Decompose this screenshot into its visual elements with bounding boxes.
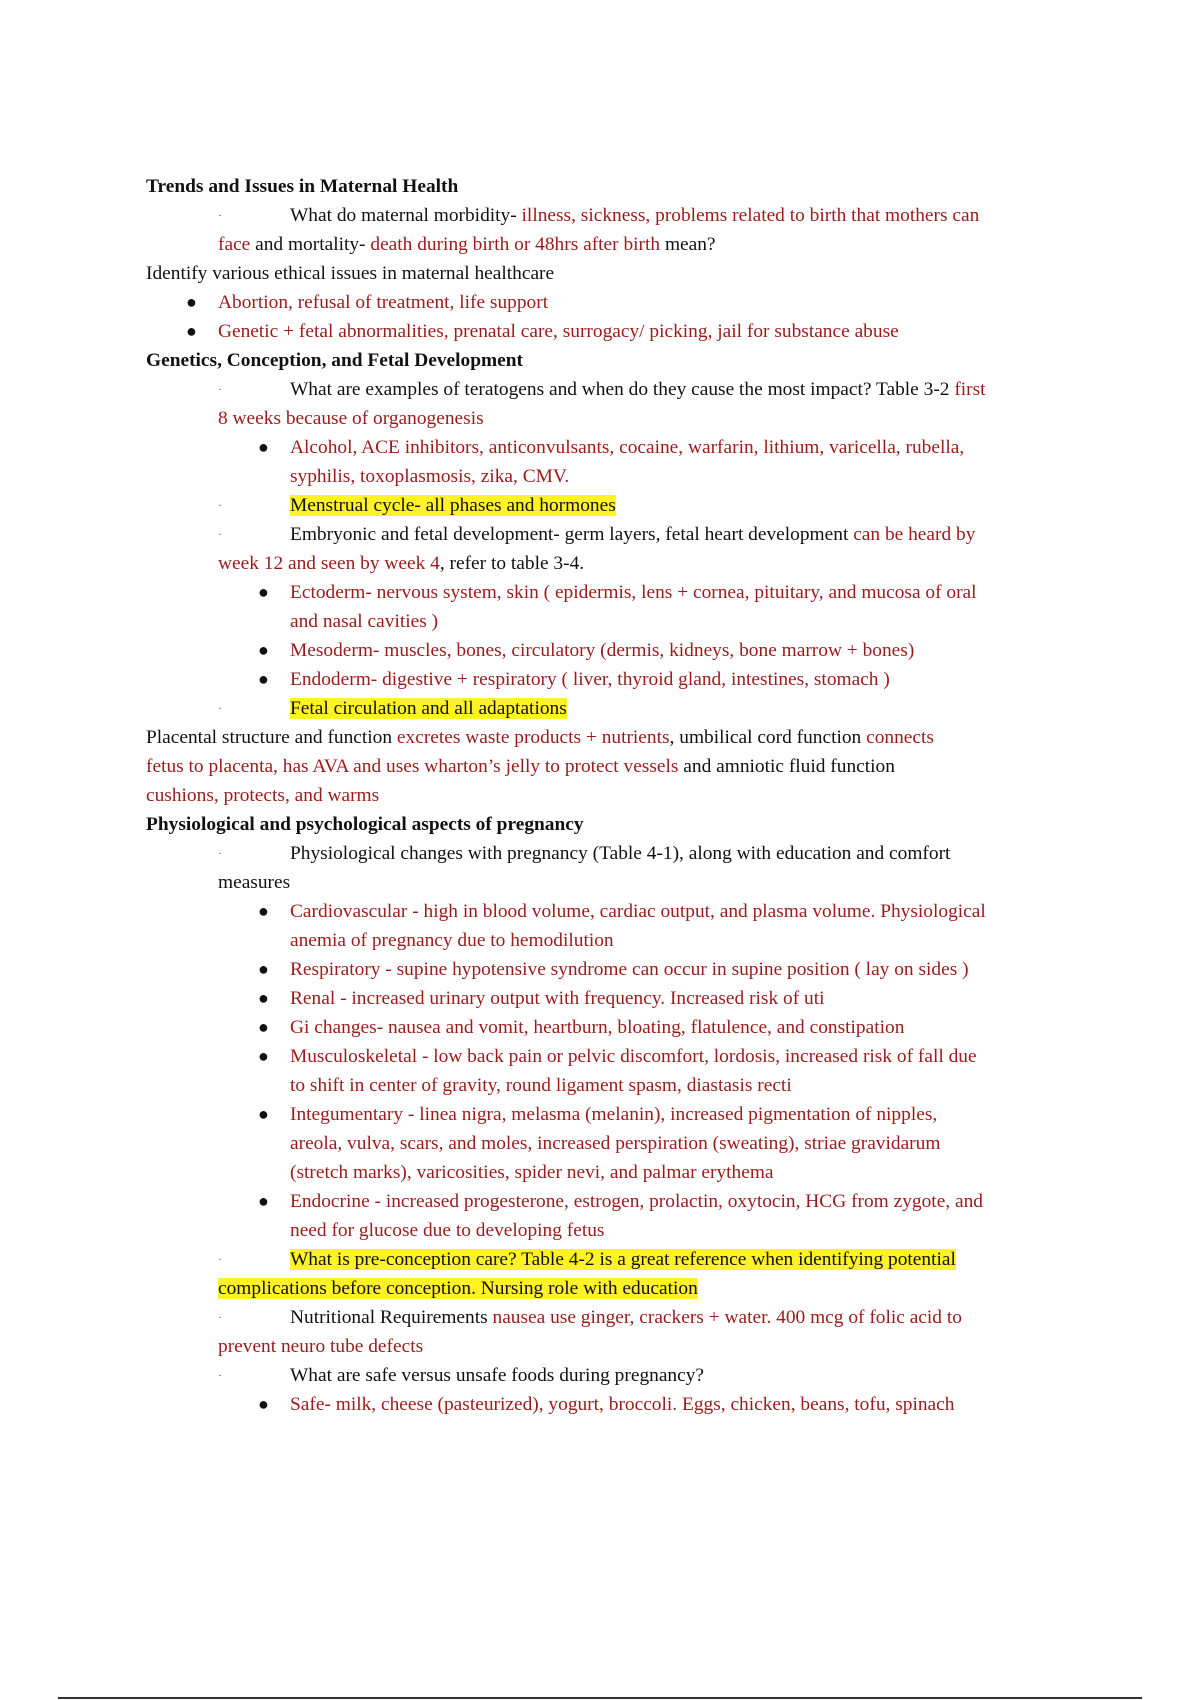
answer-text: need for glucose due to developing fetus (290, 1220, 605, 1241)
answer-text: nausea use ginger, crackers + water. 400 mcg of folic acid to (492, 1307, 962, 1328)
text: , umbilical cord function (669, 727, 867, 748)
text: , refer to table 3-4. (439, 553, 585, 574)
answer-text: Endoderm- digestive + respiratory ( liver, thyroid gland, intestines, stomach ) (290, 669, 890, 690)
list-item (146, 1100, 1096, 1129)
notes-document (146, 172, 1096, 1419)
answer-text: Ectoderm- nervous system, skin ( epidermis, lens + cornea, pituitary, and mucosa of oral (290, 582, 977, 603)
answer-text: week 12 and seen by week 4 (218, 553, 440, 574)
list-item (146, 317, 1096, 346)
answer-text: face (218, 234, 251, 255)
answer-text: fetus to placenta, has AVA and uses wharton’s jelly to protect vessels (146, 756, 679, 777)
section-heading-pregnancy: Physiological and psychological aspects of pregnancy (146, 814, 584, 835)
text: Nutritional Requirements (290, 1307, 493, 1328)
question-physiological-changes (146, 839, 1096, 868)
text: measures (218, 872, 291, 893)
text: What do maternal morbidity- (290, 205, 522, 226)
answer-text: Genetic + fetal abnormalities, prenatal care, surrogacy/ picking, jail for substance abuse (218, 321, 899, 342)
answer-text: Alcohol, ACE inhibitors, anticonvulsants, cocaine, warfarin, lithium, varicella, rubella, (290, 437, 965, 458)
question-morbidity-cont (146, 230, 1096, 259)
list-item (146, 1042, 1096, 1071)
answer-text: excretes waste products + nutrients (396, 727, 670, 748)
text: Physiological changes with pregnancy (Table 4-1), along with education and comfort (290, 843, 951, 864)
foods-question-item (146, 1361, 1096, 1390)
list-item (146, 897, 1096, 926)
fetal-circulation-item (146, 694, 1096, 723)
sub-bullet-dot: · (218, 527, 222, 541)
bullet-dot: ● (258, 988, 269, 1008)
text: What are safe versus unsafe foods during pregnancy? (290, 1365, 705, 1386)
text: Embryonic and fetal development- germ layers, fetal heart development (290, 524, 854, 545)
bullet-dot: ● (258, 582, 269, 602)
placenta-paragraph-cont (146, 752, 1096, 781)
answer-text: Musculoskeletal - low back pain or pelvic discomfort, lordosis, increased risk of fall due (290, 1046, 977, 1067)
bullet-dot: ● (258, 1017, 269, 1037)
embryo-development-item (146, 520, 1096, 549)
bullet-dot: ● (186, 292, 197, 312)
question-morbidity (146, 201, 1096, 230)
answer-text: first (954, 379, 986, 400)
placenta-paragraph (146, 723, 1096, 752)
sub-bullet-dot: · (218, 1252, 222, 1266)
answer-text: prevent neuro tube defects (218, 1336, 424, 1357)
preconception-item (146, 1245, 1096, 1274)
answer-text: (stretch marks), varicosities, spider nevi, and palmar erythema (290, 1162, 774, 1183)
answer-text: Renal - increased urinary output with frequency. Increased risk of uti (290, 988, 825, 1009)
list-item (146, 288, 1096, 317)
ethics-prompt: Identify various ethical issues in maternal healthcare (146, 263, 555, 284)
answer-text: 8 weeks because of organogenesis (218, 408, 484, 429)
answer-text: Gi changes- nausea and vomit, heartburn, bloating, flatulence, and constipation (290, 1017, 905, 1038)
highlighted-text: complications before conception. Nursing role with education (218, 1278, 698, 1299)
bullet-dot: ● (258, 1104, 269, 1124)
bullet-dot: ● (258, 1046, 269, 1066)
highlighted-text: Fetal circulation and all adaptations (290, 698, 567, 719)
embryo-development-cont (146, 549, 1096, 578)
answer-text: Mesoderm- muscles, bones, circulatory (dermis, kidneys, bone marrow + bones) (290, 640, 915, 661)
nutrition-item (146, 1303, 1096, 1332)
bullet-dot: ● (258, 437, 269, 457)
sub-bullet-dot: · (218, 1310, 222, 1324)
answer-text: Cardiovascular - high in blood volume, cardiac output, and plasma volume. Physiological (290, 901, 986, 922)
list-item (146, 984, 1096, 1013)
text: and mortality- (250, 234, 371, 255)
answer-text: connects (866, 727, 934, 748)
text: mean? (660, 234, 716, 255)
list-item (146, 665, 1096, 694)
bullet-dot: ● (258, 901, 269, 921)
list-item (146, 1187, 1096, 1216)
highlighted-text: What is pre-conception care? Table 4-2 is a great reference when identifying potential (290, 1249, 956, 1270)
sub-bullet-dot: · (218, 701, 222, 715)
bullet-dot: ● (186, 321, 197, 341)
list-item (146, 1390, 1096, 1419)
sub-bullet-dot: · (218, 1368, 222, 1382)
answer-text: anemia of pregnancy due to hemodilution (290, 930, 614, 951)
answer-text: Integumentary - linea nigra, melasma (melanin), increased pigmentation of nipples, (290, 1104, 938, 1125)
list-item (146, 955, 1096, 984)
question-teratogens (146, 375, 1096, 404)
list-item (146, 578, 1096, 607)
answer-text: to shift in center of gravity, round ligament spasm, diastasis recti (290, 1075, 792, 1096)
list-item (146, 636, 1096, 665)
answer-text: can be heard by (853, 524, 976, 545)
answer-text: Respiratory - supine hypotensive syndrome can occur in supine position ( lay on sides ) (290, 959, 969, 980)
bullet-dot: ● (258, 959, 269, 979)
sub-bullet-dot: · (218, 846, 222, 860)
answer-text: Safe- milk, cheese (pasteurized), yogurt, broccoli. Eggs, chicken, beans, tofu, spinach (290, 1394, 955, 1415)
bullet-dot: ● (258, 1394, 269, 1414)
bullet-dot: ● (258, 1191, 269, 1211)
sub-bullet-dot: · (218, 208, 222, 222)
answer-text: syphilis, toxoplasmosis, zika, CMV. (290, 466, 570, 487)
menstrual-cycle-item (146, 491, 1096, 520)
answer-text: Endocrine - increased progesterone, estrogen, prolactin, oxytocin, HCG from zygote, and (290, 1191, 983, 1212)
sub-bullet-dot: · (218, 382, 222, 396)
answer-text: areola, vulva, scars, and moles, increased perspiration (sweating), striae gravidarum (290, 1133, 941, 1154)
answer-text: cushions, protects, and warms (146, 785, 380, 806)
page-bottom-rule (58, 1697, 1142, 1699)
preconception-cont (146, 1274, 1096, 1303)
section-heading-genetics: Genetics, Conception, and Fetal Development (146, 350, 524, 371)
answer-text: Abortion, refusal of treatment, life support (218, 292, 549, 313)
list-item (146, 433, 1096, 462)
text: Placental structure and function (146, 727, 397, 748)
text: and amniotic fluid function (678, 756, 895, 777)
bullet-dot: ● (258, 640, 269, 660)
bullet-dot: ● (258, 669, 269, 689)
highlighted-text: Menstrual cycle- all phases and hormones (290, 495, 616, 516)
list-item (146, 1013, 1096, 1042)
text: What are examples of teratogens and when do they cause the most impact? Table 3-2 (290, 379, 955, 400)
answer-text: and nasal cavities ) (290, 611, 439, 632)
answer-text: death during birth or 48hrs after birth (370, 234, 661, 255)
answer-text: illness, sickness, problems related to birth that mothers can (521, 205, 980, 226)
sub-bullet-dot: · (218, 498, 222, 512)
section-heading-maternal-health: Trends and Issues in Maternal Health (146, 176, 459, 197)
